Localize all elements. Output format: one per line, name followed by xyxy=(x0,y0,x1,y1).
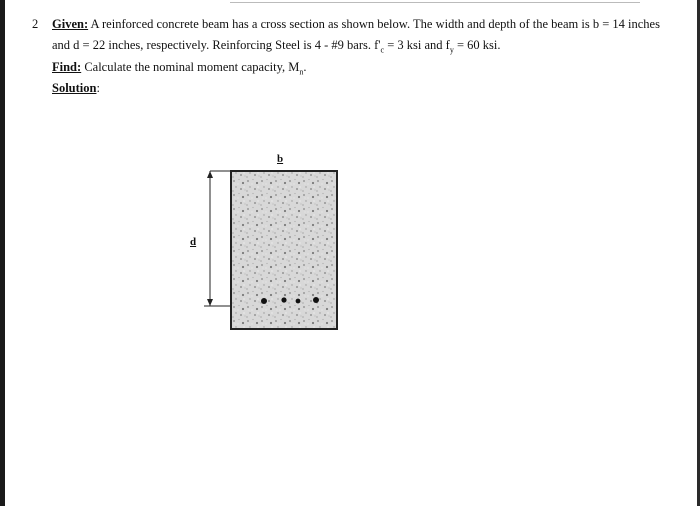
rebar-3 xyxy=(296,299,301,304)
given-text-1: A reinforced concrete beam has a cross section as shown below. The width and depth of the beam is b = 14 inches xyxy=(88,17,660,31)
width-label: b xyxy=(277,153,284,165)
fc-subscript: c xyxy=(380,45,385,55)
find-end: . xyxy=(303,60,307,74)
rebar-2 xyxy=(281,297,286,302)
beam-cross-section-figure xyxy=(190,150,350,340)
find-text: Calculate the nominal moment capacity, M xyxy=(81,60,300,74)
given-label: Given: xyxy=(52,17,89,31)
mn-subscript: n xyxy=(299,67,304,77)
find-label: Find: xyxy=(52,60,82,74)
given-line-1 xyxy=(52,16,660,32)
beam-section-drawing xyxy=(190,150,350,340)
rebar-4 xyxy=(313,297,319,303)
rebar-1 xyxy=(261,298,267,304)
given-line-2 xyxy=(52,37,500,53)
given-text-2a: and d = 22 inches, respectively. Reinforcing Steel is 4 - #9 bars. f' xyxy=(52,38,381,52)
depth-label: d xyxy=(190,236,197,248)
solution-colon: : xyxy=(96,81,100,95)
depth-arrow-bottom xyxy=(207,299,213,306)
beam-section xyxy=(231,171,337,329)
depth-arrow-top xyxy=(207,171,213,178)
given-text-2c: = 60 ksi. xyxy=(453,38,501,52)
given-text-2b: = 3 ksi and f xyxy=(384,38,450,52)
find-line xyxy=(52,59,307,75)
solution-label: Solution xyxy=(52,81,97,95)
question-number: 2 xyxy=(32,17,39,31)
solution-line xyxy=(52,80,100,96)
fy-subscript: y xyxy=(449,45,454,55)
